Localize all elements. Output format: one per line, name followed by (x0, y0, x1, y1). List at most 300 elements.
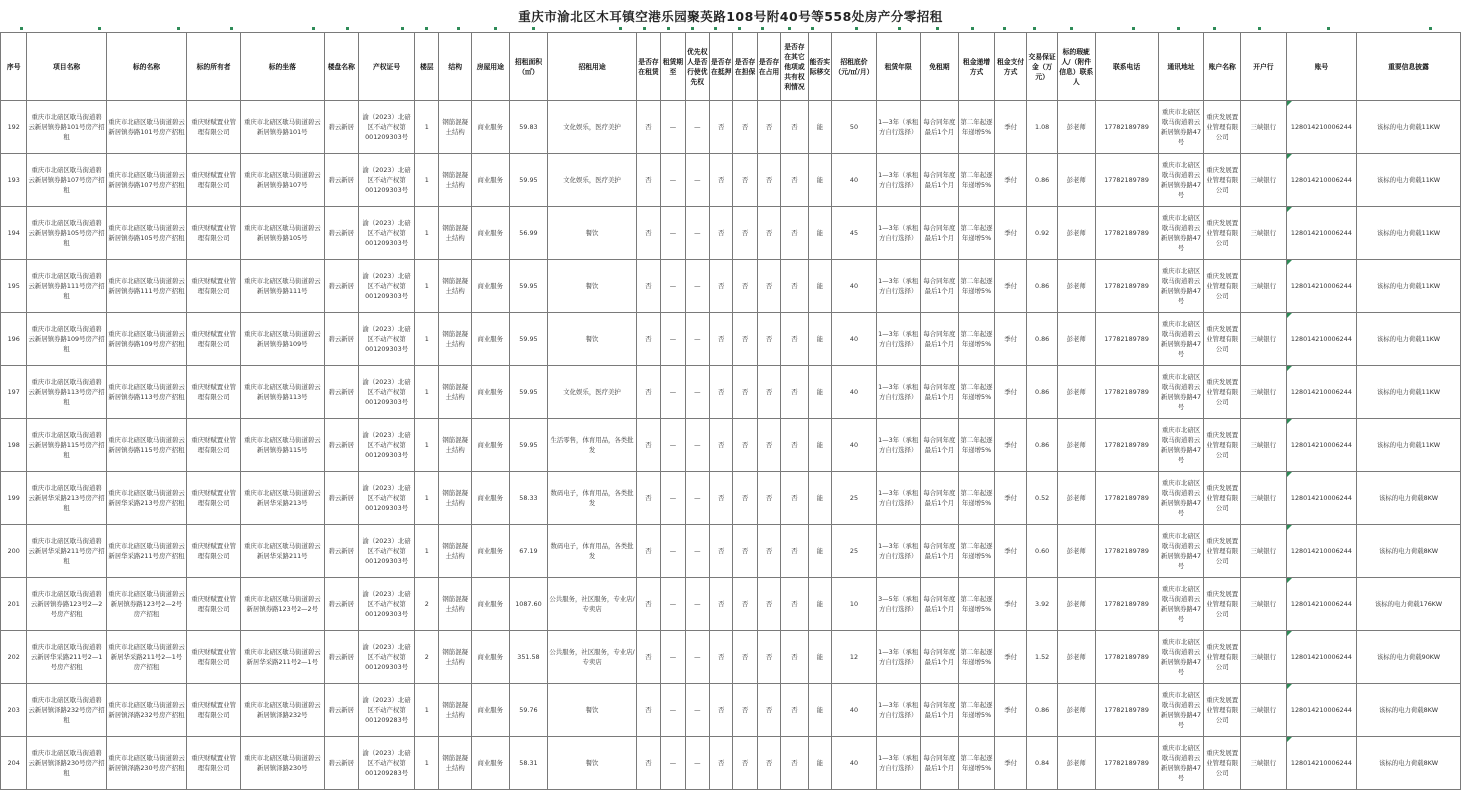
cell-account-name[interactable]: 重庆发展置业管理有限公司 (1204, 737, 1241, 790)
cell-lease-term[interactable]: 1—3年（承租方自行选择） (876, 154, 920, 207)
cell-project-name[interactable]: 重庆市北碚区歇马街道碧云新居镇券路113号房产招租 (27, 366, 106, 419)
cell-seq[interactable]: 192 (1, 101, 27, 154)
cell-account-no[interactable]: 128014210006244 (1286, 260, 1356, 313)
cell-property-cert[interactable]: 渝（2023）北碚区不动产权第001209303号 (359, 525, 415, 578)
cell-disclosure[interactable]: 该标的电力荷载8KW (1356, 472, 1460, 525)
cell-rent-increase[interactable]: 第二年起逐年递增5% (959, 260, 995, 313)
cell-disclosure[interactable]: 该标的电力荷载176KW (1356, 578, 1460, 631)
cell-lease-term[interactable]: 1—3年（承租方自行选择） (876, 101, 920, 154)
cell-address[interactable]: 重庆市北碚区歇马街道碧云新居镇券路47号 (1158, 631, 1204, 684)
cell-owner[interactable]: 重庆财赋置业管理有限公司 (187, 578, 241, 631)
cell-seq[interactable]: 204 (1, 737, 27, 790)
cell-property-cert[interactable]: 渝（2023）北碚区不动产权第001209303号 (359, 419, 415, 472)
cell-area[interactable]: 58.31 (509, 737, 548, 790)
cell-target-name[interactable]: 重庆市北碚区歇马街道碧云新居镇券路123号2—2号房产招租 (106, 578, 186, 631)
cell-lease-term[interactable]: 1—3年（承租方自行选择） (876, 419, 920, 472)
header-owner[interactable]: 标的所有者 (187, 33, 241, 101)
cell-deposit[interactable]: 0.52 (1027, 472, 1058, 525)
cell-lease-end[interactable]: — (661, 154, 685, 207)
cell-owner[interactable]: 重庆财赋置业管理有限公司 (187, 207, 241, 260)
cell-contact-person[interactable]: 彭老师 (1057, 207, 1095, 260)
cell-lease-term[interactable]: 1—3年（承租方自行选择） (876, 207, 920, 260)
cell-area[interactable]: 59.95 (509, 154, 548, 207)
cell-base-price[interactable]: 25 (832, 525, 877, 578)
cell-rent-increase[interactable]: 第二年起逐年递增5% (959, 101, 995, 154)
header-guarantee[interactable]: 是否存在担保 (733, 33, 757, 101)
cell-guarantee[interactable]: 否 (733, 472, 757, 525)
cell-contact-person[interactable]: 彭老师 (1057, 472, 1095, 525)
cell-area[interactable]: 56.99 (509, 207, 548, 260)
cell-usage[interactable]: 商业服务 (471, 525, 509, 578)
cell-seq[interactable]: 197 (1, 366, 27, 419)
cell-priority-right[interactable]: — (685, 313, 709, 366)
cell-phone[interactable]: 17782189789 (1095, 313, 1158, 366)
cell-rental-use[interactable]: 数码电子，体育用品，各类批发 (548, 525, 637, 578)
cell-floor[interactable]: 1 (415, 684, 439, 737)
header-usage[interactable]: 房屋用途 (471, 33, 509, 101)
cell-mortgage[interactable]: 否 (710, 578, 733, 631)
cell-rent-free[interactable]: 每合同年度最后1个月 (920, 260, 959, 313)
cell-area[interactable]: 59.95 (509, 313, 548, 366)
cell-disclosure[interactable]: 该标的电力荷载90KW (1356, 631, 1460, 684)
cell-target-name[interactable]: 重庆市北碚区歇马街道碧云新居华采路211号房产招租 (106, 525, 186, 578)
cell-disclosure[interactable]: 该标的电力荷载11KW (1356, 313, 1460, 366)
cell-disclosure[interactable]: 该标的电力荷载11KW (1356, 366, 1460, 419)
cell-transferable[interactable]: 能 (808, 101, 831, 154)
cell-priority-right[interactable]: — (685, 366, 709, 419)
cell-estate-name[interactable]: 碧云新居 (324, 366, 359, 419)
cell-location[interactable]: 重庆市北碚区歇马街道碧云新居华采路211号 (241, 525, 324, 578)
header-account-name[interactable]: 账户名称 (1204, 33, 1241, 101)
cell-lease-end[interactable]: — (661, 313, 685, 366)
cell-project-name[interactable]: 重庆市北碚区歇马街道碧云新居华采路211号2—1号房产招租 (27, 631, 106, 684)
cell-owner[interactable]: 重庆财赋置业管理有限公司 (187, 366, 241, 419)
cell-rent-free[interactable]: 每合同年度最后1个月 (920, 101, 959, 154)
cell-usage[interactable]: 商业服务 (471, 207, 509, 260)
cell-structure[interactable]: 钢筋混凝土结构 (439, 260, 472, 313)
cell-mortgage[interactable]: 否 (710, 154, 733, 207)
cell-usage[interactable]: 商业服务 (471, 419, 509, 472)
cell-payment[interactable]: 季付 (994, 260, 1027, 313)
cell-rent-increase[interactable]: 第二年起逐年递增5% (959, 472, 995, 525)
cell-phone[interactable]: 17782189789 (1095, 737, 1158, 790)
cell-floor[interactable]: 1 (415, 366, 439, 419)
header-target-name[interactable]: 标的名称 (106, 33, 186, 101)
cell-contact-person[interactable]: 彭老师 (1057, 737, 1095, 790)
cell-has-lease[interactable]: 否 (636, 154, 660, 207)
cell-lease-term[interactable]: 1—3年（承租方自行选择） (876, 260, 920, 313)
cell-transferable[interactable]: 能 (808, 313, 831, 366)
cell-base-price[interactable]: 40 (832, 260, 877, 313)
cell-owner[interactable]: 重庆财赋置业管理有限公司 (187, 419, 241, 472)
cell-property-cert[interactable]: 渝（2023）北碚区不动产权第001209303号 (359, 154, 415, 207)
cell-location[interactable]: 重庆市北碚区歇马街道碧云新居华采路211号2—1号 (241, 631, 324, 684)
cell-phone[interactable]: 17782189789 (1095, 631, 1158, 684)
cell-base-price[interactable]: 10 (832, 578, 877, 631)
cell-has-lease[interactable]: 否 (636, 366, 660, 419)
cell-deposit[interactable]: 3.92 (1027, 578, 1058, 631)
cell-estate-name[interactable]: 碧云新居 (324, 313, 359, 366)
cell-has-lease[interactable]: 否 (636, 472, 660, 525)
cell-seq[interactable]: 199 (1, 472, 27, 525)
cell-other-rights[interactable]: 否 (781, 684, 808, 737)
cell-disclosure[interactable]: 该标的电力荷载11KW (1356, 154, 1460, 207)
cell-priority-right[interactable]: — (685, 419, 709, 472)
cell-seq[interactable]: 195 (1, 260, 27, 313)
cell-property-cert[interactable]: 渝（2023）北碚区不动产权第001209283号 (359, 737, 415, 790)
cell-rent-free[interactable]: 每合同年度最后1个月 (920, 578, 959, 631)
cell-occupied[interactable]: 否 (757, 737, 780, 790)
cell-deposit[interactable]: 0.86 (1027, 313, 1058, 366)
cell-contact-person[interactable]: 彭老师 (1057, 154, 1095, 207)
cell-property-cert[interactable]: 渝（2023）北碚区不动产权第001209303号 (359, 313, 415, 366)
cell-area[interactable]: 58.33 (509, 472, 548, 525)
cell-other-rights[interactable]: 否 (781, 631, 808, 684)
cell-usage[interactable]: 商业服务 (471, 472, 509, 525)
cell-deposit[interactable]: 0.86 (1027, 419, 1058, 472)
cell-phone[interactable]: 17782189789 (1095, 578, 1158, 631)
cell-disclosure[interactable]: 该标的电力荷载11KW (1356, 419, 1460, 472)
cell-address[interactable]: 重庆市北碚区歇马街道碧云新居镇券路47号 (1158, 366, 1204, 419)
cell-account-name[interactable]: 重庆发展置业管理有限公司 (1204, 366, 1241, 419)
cell-other-rights[interactable]: 否 (781, 419, 808, 472)
cell-other-rights[interactable]: 否 (781, 101, 808, 154)
cell-bank[interactable]: 三峡银行 (1241, 154, 1287, 207)
cell-mortgage[interactable]: 否 (710, 366, 733, 419)
cell-lease-end[interactable]: — (661, 684, 685, 737)
cell-occupied[interactable]: 否 (757, 472, 780, 525)
cell-guarantee[interactable]: 否 (733, 366, 757, 419)
cell-payment[interactable]: 季付 (994, 684, 1027, 737)
cell-priority-right[interactable]: — (685, 578, 709, 631)
cell-rent-increase[interactable]: 第二年起逐年递增5% (959, 631, 995, 684)
cell-usage[interactable]: 商业服务 (471, 101, 509, 154)
cell-estate-name[interactable]: 碧云新居 (324, 684, 359, 737)
cell-transferable[interactable]: 能 (808, 419, 831, 472)
cell-contact-person[interactable]: 彭老师 (1057, 313, 1095, 366)
cell-location[interactable]: 重庆市北碚区歇马街道碧云新居镇券路109号 (241, 313, 324, 366)
cell-account-name[interactable]: 重庆发展置业管理有限公司 (1204, 578, 1241, 631)
header-has-lease[interactable]: 是否存在租赁 (636, 33, 660, 101)
cell-payment[interactable]: 季付 (994, 525, 1027, 578)
cell-area[interactable]: 59.95 (509, 366, 548, 419)
cell-project-name[interactable]: 重庆市北碚区歇马街道碧云新居华采路211号房产招租 (27, 525, 106, 578)
cell-contact-person[interactable]: 彭老师 (1057, 419, 1095, 472)
cell-rent-increase[interactable]: 第二年起逐年递增5% (959, 207, 995, 260)
cell-base-price[interactable]: 50 (832, 101, 877, 154)
cell-lease-term[interactable]: 1—3年（承租方自行选择） (876, 684, 920, 737)
cell-rent-free[interactable]: 每合同年度最后1个月 (920, 684, 959, 737)
cell-structure[interactable]: 钢筋混凝土结构 (439, 578, 472, 631)
cell-transferable[interactable]: 能 (808, 154, 831, 207)
cell-location[interactable]: 重庆市北碚区歇马街道碧云新居镇券路111号 (241, 260, 324, 313)
cell-property-cert[interactable]: 渝（2023）北碚区不动产权第001209283号 (359, 684, 415, 737)
cell-property-cert[interactable]: 渝（2023）北碚区不动产权第001209303号 (359, 631, 415, 684)
cell-project-name[interactable]: 重庆市北碚区歇马街道碧云新居镇券路109号房产招租 (27, 313, 106, 366)
cell-estate-name[interactable]: 碧云新居 (324, 154, 359, 207)
cell-rental-use[interactable]: 餐饮 (548, 313, 637, 366)
cell-account-name[interactable]: 重庆发展置业管理有限公司 (1204, 684, 1241, 737)
cell-bank[interactable]: 三峡银行 (1241, 631, 1287, 684)
cell-has-lease[interactable]: 否 (636, 631, 660, 684)
cell-rent-increase[interactable]: 第二年起逐年递增5% (959, 525, 995, 578)
cell-account-name[interactable]: 重庆发展置业管理有限公司 (1204, 631, 1241, 684)
cell-occupied[interactable]: 否 (757, 419, 780, 472)
header-mortgage[interactable]: 是否存在抵押 (710, 33, 733, 101)
header-lease-end[interactable]: 租赁期至 (661, 33, 685, 101)
cell-floor[interactable]: 1 (415, 154, 439, 207)
cell-usage[interactable]: 商业服务 (471, 737, 509, 790)
header-payment[interactable]: 租金支付方式 (994, 33, 1027, 101)
cell-deposit[interactable]: 0.84 (1027, 737, 1058, 790)
cell-disclosure[interactable]: 该标的电力荷载11KW (1356, 207, 1460, 260)
cell-target-name[interactable]: 重庆市北碚区歇马街道碧云新居镇券路111号房产招租 (106, 260, 186, 313)
cell-account-no[interactable]: 128014210006244 (1286, 737, 1356, 790)
header-disclosure[interactable]: 重要信息披露 (1356, 33, 1460, 101)
cell-guarantee[interactable]: 否 (733, 260, 757, 313)
cell-rent-increase[interactable]: 第二年起逐年递增5% (959, 737, 995, 790)
cell-bank[interactable]: 三峡银行 (1241, 101, 1287, 154)
cell-lease-term[interactable]: 1—3年（承租方自行选择） (876, 366, 920, 419)
cell-transferable[interactable]: 能 (808, 578, 831, 631)
cell-lease-end[interactable]: — (661, 419, 685, 472)
cell-usage[interactable]: 商业服务 (471, 366, 509, 419)
cell-structure[interactable]: 钢筋混凝土结构 (439, 737, 472, 790)
cell-payment[interactable]: 季付 (994, 366, 1027, 419)
cell-floor[interactable]: 2 (415, 631, 439, 684)
cell-bank[interactable]: 三峡银行 (1241, 684, 1287, 737)
cell-floor[interactable]: 1 (415, 419, 439, 472)
cell-transferable[interactable]: 能 (808, 631, 831, 684)
cell-owner[interactable]: 重庆财赋置业管理有限公司 (187, 260, 241, 313)
cell-estate-name[interactable]: 碧云新居 (324, 101, 359, 154)
cell-phone[interactable]: 17782189789 (1095, 207, 1158, 260)
cell-account-name[interactable]: 重庆发展置业管理有限公司 (1204, 419, 1241, 472)
cell-guarantee[interactable]: 否 (733, 684, 757, 737)
cell-target-name[interactable]: 重庆市北碚区歇马街道碧云新居镇券路115号房产招租 (106, 419, 186, 472)
cell-area[interactable]: 351.58 (509, 631, 548, 684)
cell-disclosure[interactable]: 该标的电力荷载11KW (1356, 101, 1460, 154)
cell-priority-right[interactable]: — (685, 631, 709, 684)
cell-location[interactable]: 重庆市北碚区歇马街道碧云新居华采路213号 (241, 472, 324, 525)
header-floor[interactable]: 楼层 (415, 33, 439, 101)
cell-estate-name[interactable]: 碧云新居 (324, 260, 359, 313)
cell-priority-right[interactable]: — (685, 207, 709, 260)
cell-rental-use[interactable]: 餐饮 (548, 737, 637, 790)
cell-mortgage[interactable]: 否 (710, 419, 733, 472)
cell-structure[interactable]: 钢筋混凝土结构 (439, 472, 472, 525)
cell-payment[interactable]: 季付 (994, 419, 1027, 472)
cell-other-rights[interactable]: 否 (781, 260, 808, 313)
cell-property-cert[interactable]: 渝（2023）北碚区不动产权第001209303号 (359, 101, 415, 154)
header-structure[interactable]: 结构 (439, 33, 472, 101)
cell-address[interactable]: 重庆市北碚区歇马街道碧云新居镇券路47号 (1158, 419, 1204, 472)
cell-floor[interactable]: 1 (415, 472, 439, 525)
cell-contact-person[interactable]: 彭老师 (1057, 525, 1095, 578)
cell-rental-use[interactable]: 餐饮 (548, 207, 637, 260)
cell-seq[interactable]: 203 (1, 684, 27, 737)
cell-owner[interactable]: 重庆财赋置业管理有限公司 (187, 101, 241, 154)
cell-structure[interactable]: 钢筋混凝土结构 (439, 525, 472, 578)
cell-floor[interactable]: 1 (415, 101, 439, 154)
cell-mortgage[interactable]: 否 (710, 737, 733, 790)
cell-rental-use[interactable]: 数码电子，体育用品，各类批发 (548, 472, 637, 525)
header-rent-increase[interactable]: 租金递增方式 (959, 33, 995, 101)
cell-guarantee[interactable]: 否 (733, 737, 757, 790)
cell-seq[interactable]: 200 (1, 525, 27, 578)
cell-mortgage[interactable]: 否 (710, 525, 733, 578)
cell-transferable[interactable]: 能 (808, 737, 831, 790)
cell-priority-right[interactable]: — (685, 684, 709, 737)
cell-priority-right[interactable]: — (685, 525, 709, 578)
cell-phone[interactable]: 17782189789 (1095, 366, 1158, 419)
cell-location[interactable]: 重庆市北碚区歇马街道碧云新居镇券路101号 (241, 101, 324, 154)
cell-seq[interactable]: 194 (1, 207, 27, 260)
header-seq[interactable]: 序号 (1, 33, 27, 101)
cell-bank[interactable]: 三峡银行 (1241, 313, 1287, 366)
cell-bank[interactable]: 三峡银行 (1241, 260, 1287, 313)
cell-location[interactable]: 重庆市北碚区歇马街道碧云新居镇泽路230号 (241, 737, 324, 790)
cell-rent-free[interactable]: 每合同年度最后1个月 (920, 419, 959, 472)
cell-base-price[interactable]: 40 (832, 313, 877, 366)
cell-lease-term[interactable]: 1—3年（承租方自行选择） (876, 472, 920, 525)
cell-owner[interactable]: 重庆财赋置业管理有限公司 (187, 313, 241, 366)
cell-floor[interactable]: 2 (415, 578, 439, 631)
cell-rental-use[interactable]: 文化娱乐，医疗美护 (548, 154, 637, 207)
cell-account-name[interactable]: 重庆发展置业管理有限公司 (1204, 313, 1241, 366)
header-estate-name[interactable]: 楼盘名称 (324, 33, 359, 101)
cell-area[interactable]: 59.76 (509, 684, 548, 737)
cell-account-no[interactable]: 128014210006244 (1286, 207, 1356, 260)
cell-priority-right[interactable]: — (685, 154, 709, 207)
cell-base-price[interactable]: 40 (832, 684, 877, 737)
cell-other-rights[interactable]: 否 (781, 313, 808, 366)
cell-area[interactable]: 59.95 (509, 260, 548, 313)
cell-deposit[interactable]: 0.92 (1027, 207, 1058, 260)
cell-bank[interactable]: 三峡银行 (1241, 525, 1287, 578)
cell-priority-right[interactable]: — (685, 737, 709, 790)
header-lease-term[interactable]: 租赁年限 (876, 33, 920, 101)
cell-location[interactable]: 重庆市北碚区歇马街道碧云新居镇券路107号 (241, 154, 324, 207)
cell-area[interactable]: 59.95 (509, 419, 548, 472)
cell-has-lease[interactable]: 否 (636, 313, 660, 366)
cell-priority-right[interactable]: — (685, 472, 709, 525)
cell-occupied[interactable]: 否 (757, 260, 780, 313)
cell-location[interactable]: 重庆市北碚区歇马街道碧云新居镇券路105号 (241, 207, 324, 260)
cell-lease-end[interactable]: — (661, 525, 685, 578)
cell-area[interactable]: 67.19 (509, 525, 548, 578)
cell-rental-use[interactable]: 公共服务，社区服务，专业店/专卖店 (548, 578, 637, 631)
cell-payment[interactable]: 季付 (994, 631, 1027, 684)
cell-account-no[interactable]: 128014210006244 (1286, 366, 1356, 419)
cell-rent-free[interactable]: 每合同年度最后1个月 (920, 154, 959, 207)
cell-transferable[interactable]: 能 (808, 525, 831, 578)
cell-rental-use[interactable]: 文化娱乐，医疗美护 (548, 366, 637, 419)
cell-phone[interactable]: 17782189789 (1095, 154, 1158, 207)
cell-phone[interactable]: 17782189789 (1095, 101, 1158, 154)
cell-transferable[interactable]: 能 (808, 684, 831, 737)
cell-property-cert[interactable]: 渝（2023）北碚区不动产权第001209303号 (359, 207, 415, 260)
cell-account-no[interactable]: 128014210006244 (1286, 101, 1356, 154)
cell-deposit[interactable]: 1.52 (1027, 631, 1058, 684)
cell-rental-use[interactable]: 餐饮 (548, 260, 637, 313)
cell-project-name[interactable]: 重庆市北碚区歇马街道碧云新居华采路213号房产招租 (27, 472, 106, 525)
cell-estate-name[interactable]: 碧云新居 (324, 207, 359, 260)
cell-contact-person[interactable]: 彭老师 (1057, 684, 1095, 737)
cell-project-name[interactable]: 重庆市北碚区歇马街道碧云新居镇券路115号房产招租 (27, 419, 106, 472)
cell-mortgage[interactable]: 否 (710, 472, 733, 525)
header-area[interactable]: 招租面积（㎡） (509, 33, 548, 101)
cell-payment[interactable]: 季付 (994, 154, 1027, 207)
cell-bank[interactable]: 三峡银行 (1241, 578, 1287, 631)
cell-lease-term[interactable]: 1—3年（承租方自行选择） (876, 313, 920, 366)
cell-bank[interactable]: 三峡银行 (1241, 737, 1287, 790)
cell-structure[interactable]: 钢筋混凝土结构 (439, 684, 472, 737)
cell-deposit[interactable]: 0.86 (1027, 366, 1058, 419)
cell-address[interactable]: 重庆市北碚区歇马街道碧云新居镇券路47号 (1158, 313, 1204, 366)
cell-occupied[interactable]: 否 (757, 525, 780, 578)
cell-project-name[interactable]: 重庆市北碚区歇马街道碧云新居镇券路107号房产招租 (27, 154, 106, 207)
cell-base-price[interactable]: 40 (832, 419, 877, 472)
cell-address[interactable]: 重庆市北碚区歇马街道碧云新居镇券路47号 (1158, 260, 1204, 313)
cell-occupied[interactable]: 否 (757, 684, 780, 737)
cell-rent-increase[interactable]: 第二年起逐年递增5% (959, 578, 995, 631)
cell-account-no[interactable]: 128014210006244 (1286, 154, 1356, 207)
cell-contact-person[interactable]: 彭老师 (1057, 631, 1095, 684)
cell-usage[interactable]: 商业服务 (471, 313, 509, 366)
cell-rent-increase[interactable]: 第二年起逐年递增5% (959, 419, 995, 472)
cell-occupied[interactable]: 否 (757, 207, 780, 260)
cell-phone[interactable]: 17782189789 (1095, 472, 1158, 525)
cell-location[interactable]: 重庆市北碚区歇马街道碧云新居镇券路115号 (241, 419, 324, 472)
cell-project-name[interactable]: 重庆市北碚区歇马街道碧云新居镇泽路232号房产招租 (27, 684, 106, 737)
cell-base-price[interactable]: 45 (832, 207, 877, 260)
header-bank[interactable]: 开户行 (1241, 33, 1287, 101)
cell-project-name[interactable]: 重庆市北碚区歇马街道碧云新居镇券路111号房产招租 (27, 260, 106, 313)
cell-rent-free[interactable]: 每合同年度最后1个月 (920, 472, 959, 525)
cell-guarantee[interactable]: 否 (733, 101, 757, 154)
cell-has-lease[interactable]: 否 (636, 737, 660, 790)
cell-owner[interactable]: 重庆财赋置业管理有限公司 (187, 154, 241, 207)
cell-rental-use[interactable]: 生活零售，体育用品，各类批发 (548, 419, 637, 472)
header-rent-free[interactable]: 免租期 (920, 33, 959, 101)
cell-address[interactable]: 重庆市北碚区歇马街道碧云新居镇券路47号 (1158, 472, 1204, 525)
cell-property-cert[interactable]: 渝（2023）北碚区不动产权第001209303号 (359, 366, 415, 419)
cell-owner[interactable]: 重庆财赋置业管理有限公司 (187, 737, 241, 790)
cell-occupied[interactable]: 否 (757, 578, 780, 631)
cell-base-price[interactable]: 25 (832, 472, 877, 525)
header-account-no[interactable]: 账号 (1286, 33, 1356, 101)
cell-transferable[interactable]: 能 (808, 207, 831, 260)
cell-payment[interactable]: 季付 (994, 472, 1027, 525)
cell-disclosure[interactable]: 该标的电力荷载8KW (1356, 525, 1460, 578)
cell-account-name[interactable]: 重庆发展置业管理有限公司 (1204, 207, 1241, 260)
cell-mortgage[interactable]: 否 (710, 101, 733, 154)
cell-rent-free[interactable]: 每合同年度最后1个月 (920, 631, 959, 684)
cell-lease-end[interactable]: — (661, 631, 685, 684)
cell-project-name[interactable]: 重庆市北碚区歇马街道碧云新居镇券路123号2—2号房产招租 (27, 578, 106, 631)
cell-disclosure[interactable]: 该标的电力荷载8KW (1356, 684, 1460, 737)
cell-location[interactable]: 重庆市北碚区歇马街道碧云新居镇券路113号 (241, 366, 324, 419)
cell-other-rights[interactable]: 否 (781, 472, 808, 525)
cell-priority-right[interactable]: — (685, 101, 709, 154)
cell-deposit[interactable]: 0.86 (1027, 154, 1058, 207)
cell-guarantee[interactable]: 否 (733, 631, 757, 684)
cell-lease-end[interactable]: — (661, 737, 685, 790)
cell-seq[interactable]: 201 (1, 578, 27, 631)
cell-has-lease[interactable]: 否 (636, 525, 660, 578)
cell-usage[interactable]: 商业服务 (471, 578, 509, 631)
